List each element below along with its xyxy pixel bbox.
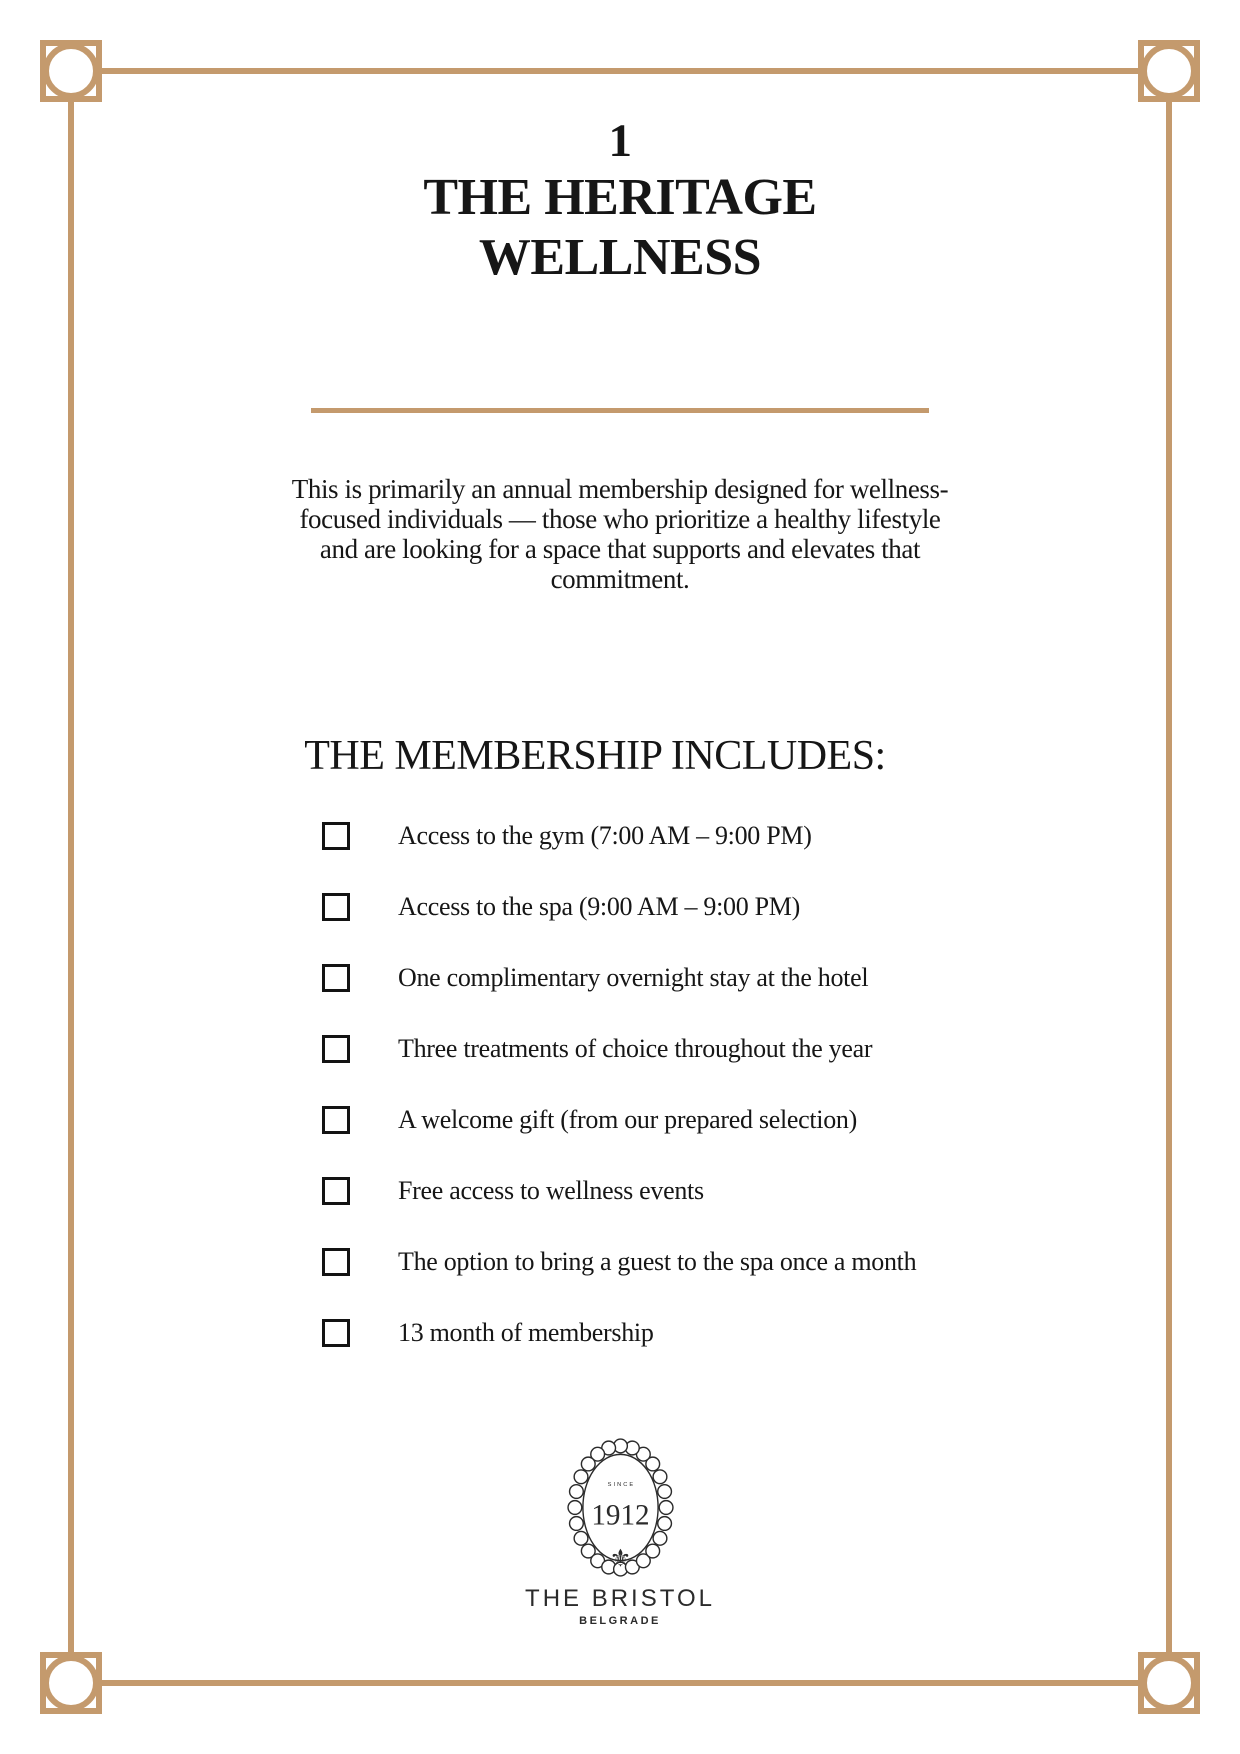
checkbox[interactable] <box>322 1035 350 1063</box>
corner-ornament-bottom-left <box>40 1652 102 1714</box>
year-label: 1912 <box>590 1499 650 1532</box>
since-label: SINCE <box>607 1481 635 1488</box>
list-item <box>322 893 916 921</box>
checkbox[interactable] <box>322 1319 350 1347</box>
item-label: One complimentary overnight stay at the hotel <box>398 963 869 992</box>
frame-line-bottom <box>101 1680 1139 1686</box>
frame-line-right <box>1166 101 1172 1653</box>
item-label: Access to the gym (7:00 AM – 9:00 PM) <box>398 821 812 850</box>
includes-heading: THE MEMBERSHIP INCLUDES: <box>304 733 886 779</box>
bristol-logo <box>0 1437 1240 1627</box>
corner-ornament-top-left <box>40 40 102 102</box>
corner-ornament-top-right <box>1138 40 1200 102</box>
item-label: The option to bring a guest to the spa once a month <box>398 1247 917 1276</box>
title-divider <box>311 408 929 413</box>
checkbox[interactable] <box>322 964 350 992</box>
page-title <box>0 168 1240 288</box>
item-label: Access to the spa (9:00 AM – 9:00 PM) <box>398 892 800 921</box>
corner-circle-icon <box>43 1655 99 1711</box>
list-item <box>322 1035 916 1063</box>
page-title-line1: THE HERITAGE <box>423 169 817 226</box>
corner-circle-icon <box>1141 1655 1197 1711</box>
intro-paragraph: This is primarily an annual membership designed for wellness-focused individuals — those who prioritize a healthy lifestyle and are looking for a space that supports and elevates that commitment. <box>291 474 949 594</box>
item-label: Free access to wellness events <box>398 1176 704 1205</box>
membership-list <box>322 822 916 1390</box>
corner-circle-icon <box>43 43 99 99</box>
checkbox[interactable] <box>322 893 350 921</box>
frame-line-top <box>101 68 1139 74</box>
page-title-line2: WELLNESS <box>478 229 762 286</box>
page-number: 1 <box>608 115 632 167</box>
list-item <box>322 1106 916 1134</box>
list-item <box>322 1177 916 1205</box>
hotel-name: THE BRISTOL <box>525 1585 715 1612</box>
list-item <box>322 1319 916 1347</box>
fleur-de-lis-icon: ⚜ <box>609 1543 631 1573</box>
logo-oval-emblem <box>564 1437 677 1578</box>
item-label: Three treatments of choice throughout the year <box>398 1034 873 1063</box>
hotel-city: BELGRADE <box>579 1615 661 1627</box>
list-item <box>322 1248 916 1276</box>
list-item <box>322 964 916 992</box>
item-label: 13 month of membership <box>398 1318 654 1347</box>
checkbox[interactable] <box>322 1177 350 1205</box>
item-label: A welcome gift (from our prepared selection) <box>398 1105 857 1134</box>
checkbox[interactable] <box>322 822 350 850</box>
corner-ornament-bottom-right <box>1138 1652 1200 1714</box>
checkbox[interactable] <box>322 1248 350 1276</box>
checkbox[interactable] <box>322 1106 350 1134</box>
corner-circle-icon <box>1141 43 1197 99</box>
frame-line-left <box>68 101 74 1653</box>
list-item <box>322 822 916 850</box>
